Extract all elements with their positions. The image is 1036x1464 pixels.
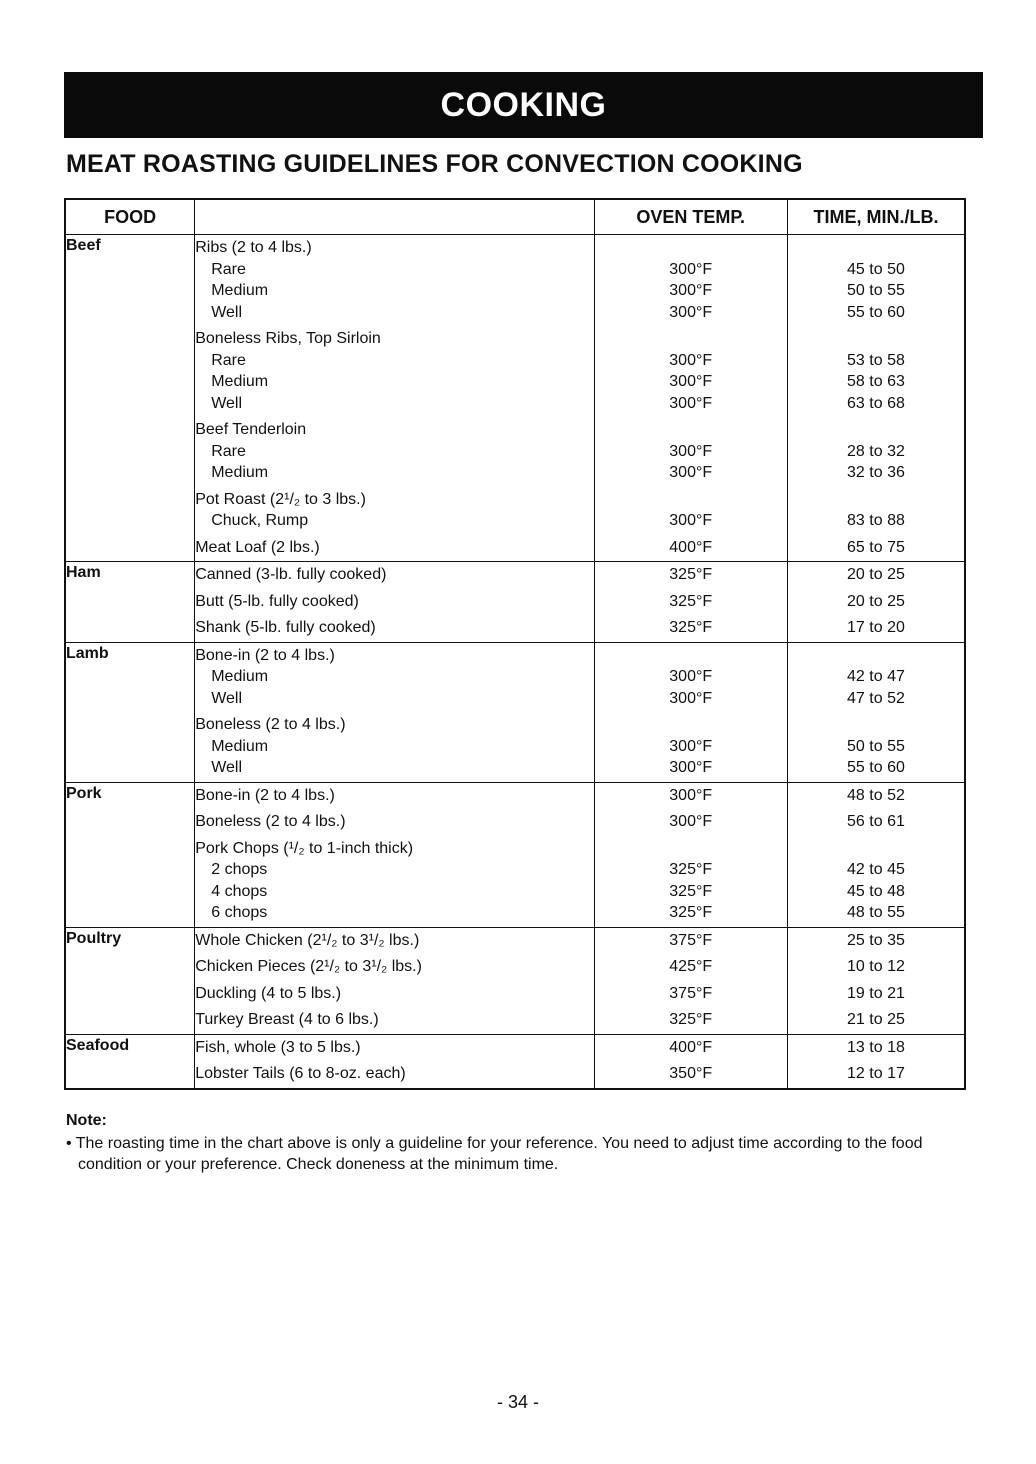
food-category: Lamb (65, 642, 195, 782)
cook-time: 21 to 25 (847, 1011, 905, 1028)
table-row-lamb (65, 642, 965, 782)
oven-temp: 400°F (669, 1038, 713, 1056)
cook-time-cell (787, 927, 965, 1034)
cook-time: 42 to 47 (847, 668, 905, 685)
cook-time: 50 to 55 (847, 282, 905, 299)
oven-temp: 325°F (669, 566, 713, 583)
cook-time: 48 to 55 (847, 904, 905, 921)
oven-temp-cell (594, 235, 787, 562)
food-item: Rare (211, 260, 246, 278)
oven-temp: 300°F (669, 260, 713, 278)
food-category: Poultry (65, 927, 195, 1034)
oven-temp: 325°F (669, 882, 713, 900)
food-item: Duckling (4 to 5 lbs.) (195, 984, 342, 1002)
oven-temp: 300°F (669, 689, 713, 707)
cook-time: 42 to 45 (847, 861, 905, 878)
food-item: Well (211, 759, 243, 776)
oven-temp (595, 714, 787, 736)
cook-time: 55 to 60 (847, 759, 905, 776)
oven-temp-cell (594, 782, 787, 927)
cook-time: 45 to 50 (847, 260, 905, 278)
oven-temp-cell (594, 1034, 787, 1089)
food-item: Beef Tenderloin (195, 421, 307, 438)
table-row-seafood (65, 1034, 965, 1089)
cook-time: 65 to 75 (847, 538, 905, 556)
cook-time: 12 to 17 (847, 1065, 905, 1082)
table-body (65, 235, 965, 1089)
page-number: - 34 - (496, 1392, 539, 1412)
food-item-cell (195, 1034, 594, 1089)
food-item: Boneless (2 to 4 lbs.) (195, 716, 346, 733)
roasting-guidelines-table (64, 198, 966, 1090)
oven-temp: 300°F (669, 464, 713, 481)
oven-temp-cell (594, 642, 787, 782)
food-item: Lobster Tails (6 to 8-oz. each) (195, 1065, 406, 1082)
page-heading: MEAT ROASTING GUIDELINES FOR CONVECTION COOKING (66, 150, 803, 178)
oven-temp: 425°F (669, 958, 713, 975)
cook-time: 25 to 35 (847, 931, 905, 949)
food-item: Well (211, 303, 243, 321)
cook-time: 53 to 58 (847, 351, 905, 369)
food-item-cell (195, 562, 594, 643)
food-item: Pot Roast (2¹/₂ to 3 lbs.) (195, 490, 366, 508)
food-item: Bone-in (2 to 4 lbs.) (195, 646, 335, 664)
oven-temp: 300°F (669, 373, 713, 390)
cook-time-cell (787, 1034, 965, 1089)
food-item: Meat Loaf (2 lbs.) (195, 538, 320, 556)
food-item: Turkey Breast (4 to 6 lbs.) (195, 1011, 379, 1028)
oven-temp: 325°F (669, 592, 713, 610)
cook-time: 83 to 88 (847, 512, 905, 529)
oven-temp-cell (594, 927, 787, 1034)
cook-time-cell (787, 562, 965, 643)
cook-time: 32 to 36 (847, 464, 905, 481)
oven-temp: 300°F (669, 512, 713, 529)
oven-temp: 300°F (669, 737, 713, 755)
oven-temp: 325°F (669, 904, 713, 921)
food-item: Boneless Ribs, Top Sirloin (195, 330, 381, 347)
cook-time: 13 to 18 (847, 1038, 905, 1056)
food-item: Fish, whole (3 to 5 lbs.) (195, 1038, 361, 1056)
oven-temp (595, 838, 787, 860)
cook-time: 55 to 60 (847, 303, 905, 321)
cook-time (788, 328, 964, 350)
cook-time (788, 419, 964, 441)
food-item-cell (195, 927, 594, 1034)
food-category: Pork (65, 782, 195, 927)
oven-temp (595, 489, 787, 511)
table-row-poultry (65, 927, 965, 1034)
cook-time: 63 to 68 (847, 394, 905, 412)
cook-time: 28 to 32 (847, 442, 905, 460)
oven-temp: 375°F (669, 931, 713, 949)
cook-time (788, 237, 964, 259)
cook-time-cell (787, 235, 965, 562)
oven-temp: 325°F (669, 1011, 713, 1028)
oven-temp: 300°F (669, 813, 713, 830)
food-item: Whole Chicken (2¹/₂ to 3¹/₂ lbs.) (195, 931, 420, 949)
cook-time: 45 to 48 (847, 882, 905, 900)
food-item-cell (195, 235, 594, 562)
food-category: Beef (65, 235, 195, 562)
oven-temp: 300°F (669, 394, 713, 412)
cook-time: 56 to 61 (847, 813, 905, 830)
cook-time: 47 to 52 (847, 689, 905, 707)
cook-time-cell (787, 782, 965, 927)
oven-temp: 300°F (669, 282, 713, 299)
food-item: Medium (211, 737, 269, 755)
oven-temp: 300°F (669, 759, 713, 776)
oven-temp (595, 237, 787, 259)
table-row-pork (65, 782, 965, 927)
table-row-beef (65, 235, 965, 562)
food-item: Boneless (2 to 4 lbs.) (195, 813, 346, 830)
food-item: 2 chops (211, 861, 268, 878)
food-item: Ribs (2 to 4 lbs.) (195, 239, 312, 256)
oven-temp: 400°F (669, 538, 713, 556)
food-item: Rare (211, 351, 246, 369)
oven-temp (595, 419, 787, 441)
cook-time (788, 714, 964, 736)
cooking-banner (64, 72, 983, 138)
oven-temp: 300°F (669, 442, 713, 460)
oven-temp (595, 645, 787, 667)
food-item: Chicken Pieces (2¹/₂ to 3¹/₂ lbs.) (195, 958, 422, 975)
food-item: Canned (3-lb. fully cooked) (195, 566, 387, 583)
table-header-row (65, 199, 965, 235)
header-item (195, 199, 594, 235)
oven-temp: 325°F (669, 861, 713, 878)
header-food: FOOD (65, 199, 195, 235)
food-item-cell (195, 782, 594, 927)
food-item: Chuck, Rump (211, 512, 309, 529)
cook-time: 20 to 25 (847, 566, 905, 583)
cook-time: 58 to 63 (847, 373, 905, 390)
food-item: Medium (211, 373, 269, 390)
food-item: Rare (211, 442, 246, 460)
food-item: Well (211, 689, 243, 707)
food-item: Pork Chops (¹/₂ to 1-inch thick) (195, 839, 414, 857)
food-item: Medium (211, 282, 269, 299)
table-row-ham (65, 562, 965, 643)
header-oven-temp: OVEN TEMP. (594, 199, 787, 235)
food-item: Medium (211, 464, 269, 481)
food-item: Butt (5-lb. fully cooked) (195, 592, 359, 610)
note-label: Note: (66, 1112, 107, 1129)
oven-temp-cell (594, 562, 787, 643)
cook-time (788, 645, 964, 667)
food-item: 6 chops (211, 904, 268, 921)
food-category: Ham (65, 562, 195, 643)
food-item-cell (195, 642, 594, 782)
cook-time: 50 to 55 (847, 737, 905, 755)
oven-temp: 300°F (669, 668, 713, 685)
cook-time: 20 to 25 (847, 592, 905, 610)
food-item: Bone-in (2 to 4 lbs.) (195, 786, 335, 804)
cook-time (788, 838, 964, 860)
oven-temp: 350°F (669, 1065, 713, 1082)
cook-time: 10 to 12 (847, 958, 905, 975)
header-time: TIME, MIN./LB. (787, 199, 965, 235)
food-item: Shank (5-lb. fully cooked) (195, 619, 376, 636)
oven-temp: 325°F (669, 619, 713, 636)
banner-title: COOKING (440, 86, 607, 124)
food-category: Seafood (65, 1034, 195, 1089)
oven-temp: 300°F (669, 351, 713, 369)
oven-temp: 300°F (669, 786, 713, 804)
cook-time (788, 489, 964, 511)
oven-temp (595, 328, 787, 350)
food-item: Medium (211, 668, 269, 685)
note-text: • The roasting time in the chart above is only a guideline for your reference. You need to adjust time according to the food condition or your preference. Check doneness at the minimum time. (66, 1135, 923, 1173)
oven-temp: 300°F (669, 303, 713, 321)
food-item: 4 chops (211, 882, 268, 900)
cook-time: 48 to 52 (847, 786, 905, 804)
cook-time: 17 to 20 (847, 619, 905, 636)
food-item: Well (211, 394, 243, 412)
oven-temp: 375°F (669, 984, 713, 1002)
cook-time-cell (787, 642, 965, 782)
cook-time: 19 to 21 (847, 984, 905, 1002)
